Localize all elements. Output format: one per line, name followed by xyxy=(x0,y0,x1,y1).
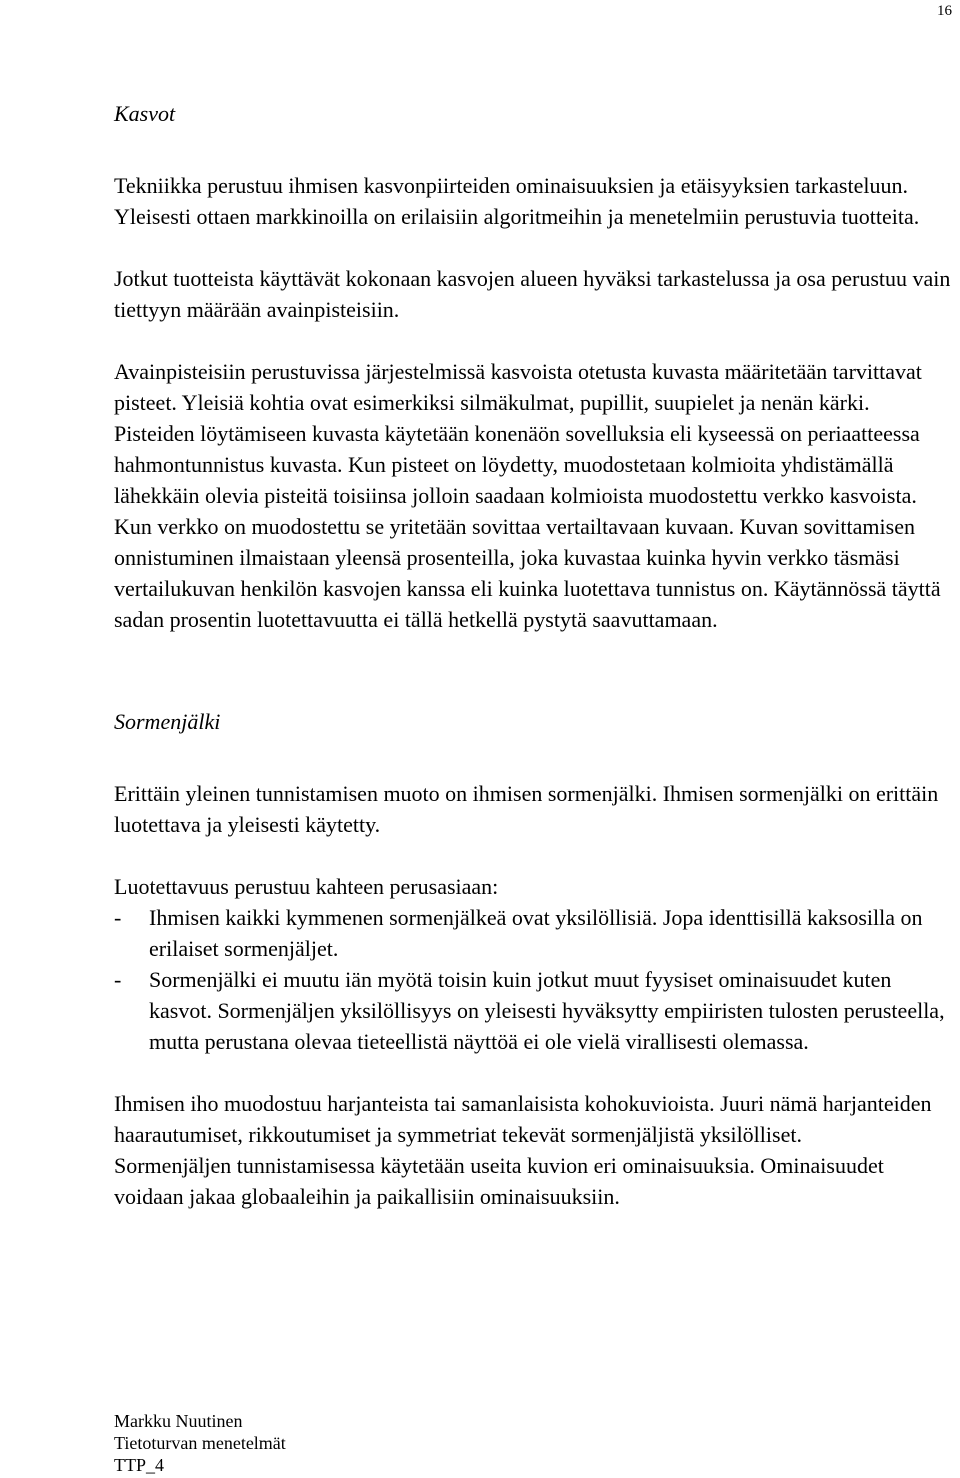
footer-author: Markku Nuutinen xyxy=(114,1411,243,1431)
fingerprint-list-lead: Luotettavuus perustuu kahteen perusasiaan: xyxy=(114,874,499,899)
page-footer xyxy=(114,1410,286,1476)
document-body xyxy=(114,98,954,1212)
list-dash-marker: - xyxy=(114,905,122,930)
page-number: 16 xyxy=(937,3,952,19)
section-heading-faces: Kasvot xyxy=(114,101,176,126)
fingerprint-list xyxy=(114,902,954,1057)
faces-paragraph-1: Tekniikka perustuu ihmisen kasvonpiirteiden ominaisuuksien ja etäisyyksien tarkasteluun. Yleisesti ottaen markkinoilla on erilaisiin algoritmeihin ja menetelmiin perustuvia tuotteita. xyxy=(114,173,920,229)
list-dash-marker: - xyxy=(114,967,122,992)
fingerprint-intro: Erittäin yleinen tunnistamisen muoto on ihmisen sormenjälki. Ihmisen sormenjälki on erittäin luotettava ja yleisesti käytetty. xyxy=(114,781,939,837)
fingerprint-closing-1: Ihmisen iho muodostuu harjanteista tai samanlaisista kohokuvioista. Juuri nämä harjanteiden haarautumiset, rikkoutumiset ja symmetriat tekevät sormenjäljistä yksilölliset. xyxy=(114,1091,932,1147)
list-item xyxy=(114,964,954,1057)
list-item xyxy=(114,902,954,964)
footer-code: TTP_4 xyxy=(114,1455,165,1475)
section-heading-fingerprint: Sormenjälki xyxy=(114,709,221,734)
footer-course: Tietoturvan menetelmät xyxy=(114,1433,286,1453)
fingerprint-closing-2: Sormenjäljen tunnistamisessa käytetään useita kuvion eri ominaisuuksia. Ominaisuudet voidaan jakaa globaaleihin ja paikallisiin ominaisuuksiin. xyxy=(114,1153,884,1209)
list-item-text: Sormenjälki ei muutu iän myötä toisin kuin jotkut muut fyysiset ominaisuudet kuten kasvot. Sormenjäljen yksilöllisyys on yleisesti hyväksytty empiiristen tulosten perusteella, mutta perustana olevaa tieteellistä näyttöä ei ole vielä virallisesti olemassa. xyxy=(149,967,945,1054)
faces-paragraph-2: Jotkut tuotteista käyttävät kokonaan kasvojen alueen hyväksi tarkastelussa ja osa perustuu vain tiettyyn määrään avainpisteisiin. xyxy=(114,266,951,322)
list-item-text: Ihmisen kaikki kymmenen sormenjälkeä ovat yksilöllisiä. Jopa identtisillä kaksosilla on erilaiset sormenjäljet. xyxy=(149,905,923,961)
faces-paragraph-3: Avainpisteisiin perustuvissa järjestelmissä kasvoista otetusta kuvasta määritetään tarvittavat pisteet. Yleisiä kohtia ovat esimerkiksi silmäkulmat, pupillit, suupielet ja nenän kärki. Pisteiden löytämiseen kuvasta käytetään konenäön sovelluksia eli kyseessä on periaatteessa hahmontunnistus kuvasta. Kun pisteet on löydetty, muodostetaan kolmioita yhdistämällä lähekkäin olevia pisteitä toisiinsa jolloin saadaan kolmioista muodostettu verkko kasvoista. Kun verkko on muodostettu se yritetään sovittaa vertailtavaan kuvaan. Kuvan sovittamisen onnistuminen ilmaistaan yleensä prosenteilla, joka kuvastaa kuinka hyvin verkko täsmäsi vertailukuvan henkilön kasvojen kanssa eli kuinka luotettava tunnistus on. Käytännössä täyttä sadan prosentin luotettavuutta ei tällä hetkellä pystytä saavuttamaan. xyxy=(114,359,941,632)
